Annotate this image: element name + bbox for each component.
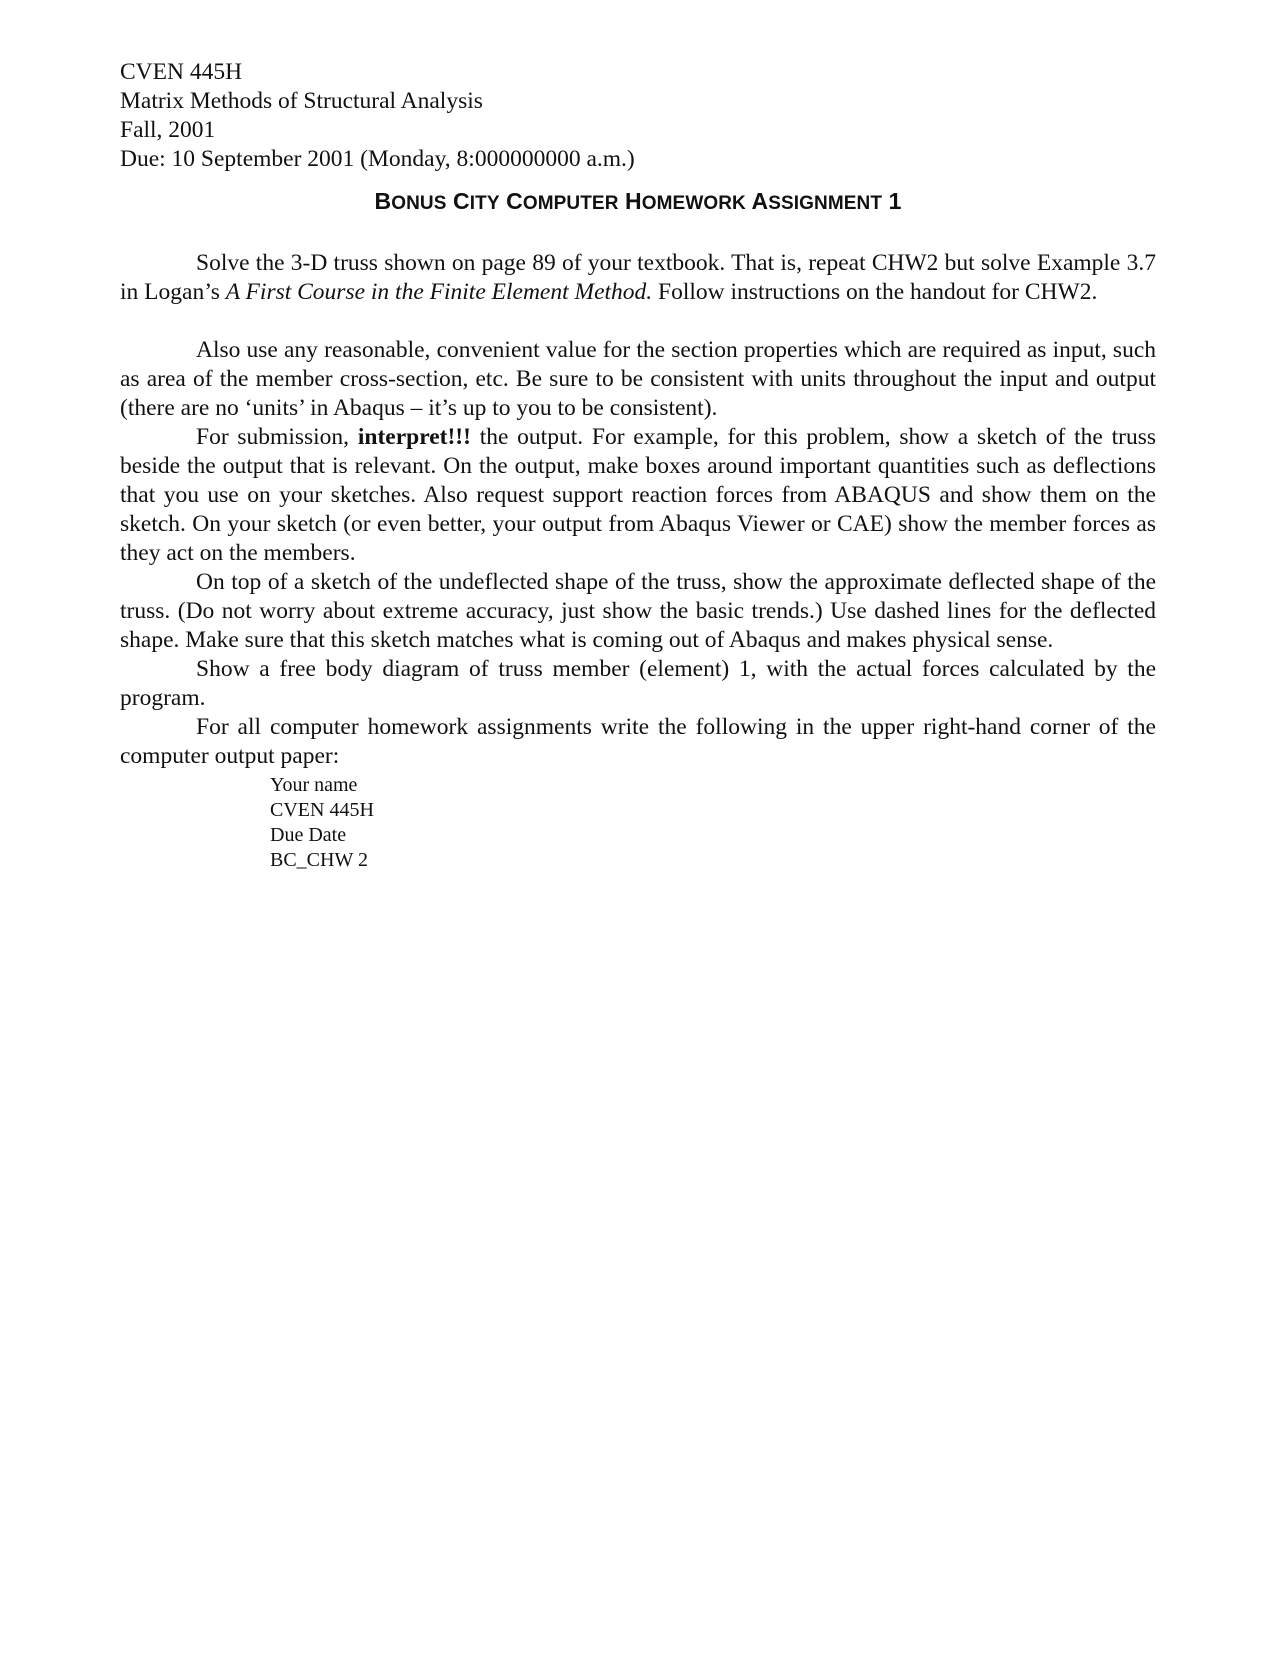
output-label-block — [270, 773, 1156, 873]
course-code: CVEN 445H — [120, 59, 243, 85]
book-title: A First Course in the Finite Element Method. — [225, 279, 653, 305]
title-cap: H — [625, 188, 642, 214]
paragraph-text: Follow instructions on the handout for CHW2. — [652, 279, 1098, 305]
term: Fall, 2001 — [120, 117, 216, 143]
title-rest: OMPUTER — [522, 193, 619, 214]
assignment-title — [120, 186, 1156, 219]
title-number: 1 — [888, 188, 902, 214]
label-due-date: Due Date — [270, 824, 347, 846]
title-rest: SSIGNMENT — [768, 193, 883, 214]
paragraph-text: Solve the 3-D truss shown on page 89 of your textbook. That is, repeat CHW2 but solve Example 3.7 in Logan’s — [120, 250, 1156, 305]
label-course: CVEN 445H — [270, 799, 374, 821]
title-cap: A — [751, 188, 769, 214]
paragraph-1 — [120, 249, 1156, 307]
title-rest: OMEWORK — [641, 193, 746, 214]
paragraph-text: For submission, — [196, 424, 358, 450]
paragraph-4: On top of a sketch of the undeflected shape of the truss, show the approximate deflected shape of the truss. (Do not worry about extreme accuracy, just show the basic trends.) Use dashed lines for the deflected shape. Make sure that this sketch matches what is coming out of Abaqus and makes physical sense. — [120, 569, 1156, 653]
paragraph-3 — [120, 423, 1156, 568]
title-rest: ONUS — [391, 193, 447, 214]
title-rest: ITY — [469, 193, 500, 214]
title-cap: C — [453, 188, 470, 214]
paragraph-5: Show a free body diagram of truss member (element) 1, with the actual forces calculated by the program. — [120, 656, 1156, 711]
label-your-name: Your name — [270, 774, 358, 796]
paragraph-6: For all computer homework assignments write the following in the upper right-hand corner of the computer output paper: — [120, 714, 1156, 769]
emphasis-interpret: interpret!!! — [357, 424, 471, 450]
label-assignment: BC_CHW 2 — [270, 849, 368, 871]
due-date: Due: 10 September 2001 (Monday, 8:000000000 a.m.) — [120, 146, 635, 172]
document-page — [120, 58, 1156, 873]
paragraph-text: the output. For example, for this problem, show a sketch of the truss beside the output that is relevant. On the output, make boxes around important quantities such as deflections that you use on your sketches. Also request support reaction forces from ABAQUS and show them on the sketch. On your sketch (or even better, your output from Abaqus Viewer or CAE) show the member forces as they act on the members. — [120, 424, 1156, 566]
paragraph-2: Also use any reasonable, convenient value for the section properties which are required as input, such as area of the member cross-section, etc. Be sure to be consistent with units throughout the input and output (there are no ‘units’ in Abaqus – it’s up to you to be consistent). — [120, 337, 1156, 421]
title-cap: B — [374, 188, 392, 214]
document-header — [120, 58, 1156, 174]
course-title: Matrix Methods of Structural Analysis — [120, 88, 483, 114]
title-cap: C — [506, 188, 523, 214]
